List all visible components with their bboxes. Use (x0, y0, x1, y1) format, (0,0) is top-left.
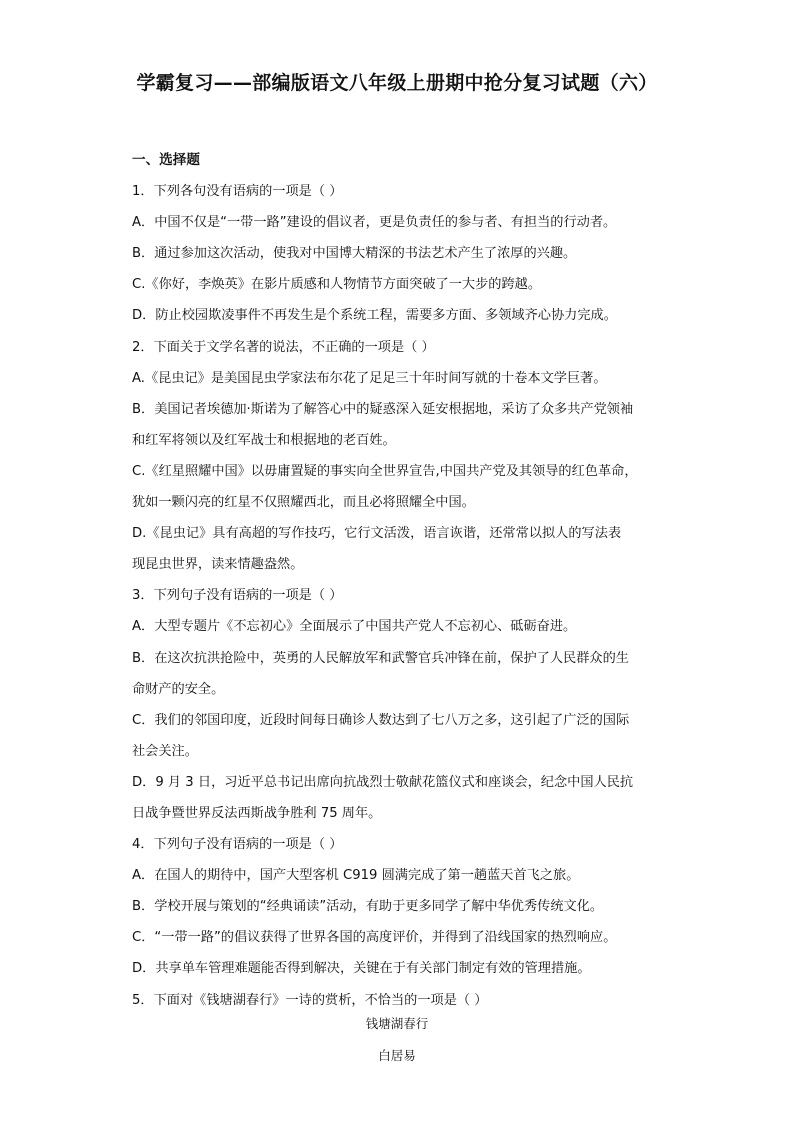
question-body (132, 145, 672, 1016)
question-2-stem: 2．下面关于文学名著的说法，不正确的一项是（ ） (132, 339, 435, 355)
option-line: 犹如一颗闪亮的红星不仅照耀西北，而且必将照耀全中国。 (132, 495, 475, 511)
option-line: 和红军将领以及红军战士和根据地的老百姓。 (132, 432, 396, 448)
option-line: C.《红星照耀中国》以毋庸置疑的事实向全世界宣告,中国共产党及其领导的红色革命， (132, 463, 638, 479)
option-line: D．9 月 3 日，习近平总书记出席向抗战烈士敬献花篮仪式和座谈会，纪念中国人民抗 (132, 774, 634, 790)
page-title: 学霸复习——部编版语文八年级上册期中抢分复习试题（六） (136, 72, 658, 94)
option-line: C.《你好，李焕英》在影片质感和人物情节方面突破了一大步的跨越。 (132, 277, 542, 293)
poem-title: 钱塘湖春行 (365, 1016, 429, 1031)
option-line: C．“一带一路”的倡议获得了世界各国的高度评价，并得到了沿线国家的热烈响应。 (132, 930, 617, 946)
option-line: 社会关注。 (132, 743, 198, 759)
option-line: B．美国记者埃德加·斯诺为了解答心中的疑惑深入延安根据地，采访了众多共产党领袖 (132, 401, 634, 417)
question-3-stem: 3．下列句子没有语病的一项是（ ） (132, 588, 343, 604)
poem-author: 白居易 (378, 1048, 416, 1063)
option-line: A．在国人的期待中，国产大型客机 C919 圆满完成了第一趟蓝天首飞之旅。 (132, 868, 580, 884)
option-line: A．大型专题片《不忘初心》全面展示了中国共产党人不忘初心、砥砺奋进。 (132, 619, 577, 635)
option-line: A．中国不仅是“一带一路”建设的倡议者，更是负责任的参与者、有担当的行动者。 (132, 215, 617, 231)
option-line: C．我们的邻国印度，近段时间每日确诊人数达到了七八万之多，这引起了广泛的国际 (132, 712, 630, 728)
option-line: 命财产的安全。 (132, 681, 225, 697)
question-5-stem: 5．下面对《钱塘湖春行》一诗的赏析，不恰当的一项是（ ） (132, 992, 488, 1008)
option-line: D．共享单车管理难题能否得到解决，关键在于有关部门制定有效的管理措施。 (132, 961, 591, 977)
section-heading: 一、选择题 (132, 152, 200, 168)
option-line: A.《昆虫记》是美国昆虫学家法布尔花了足足三十年时间写就的十卷本文学巨著。 (132, 370, 607, 386)
option-line: B．通过参加这次活动，使我对中国博大精深的书法艺术产生了浓厚的兴趣。 (132, 246, 577, 262)
option-line: B．学校开展与策划的“经典诵读”活动，有助于更多同学了解中华优秀传统文化。 (132, 899, 604, 915)
question-1-stem: 1．下列各句没有语病的一项是（ ） (132, 184, 343, 200)
option-line: 日战争暨世界反法西斯战争胜利 75 周年。 (132, 805, 382, 821)
option-line: D.《昆虫记》具有高超的写作技巧，它行文活泼，语言诙谐，还常常以拟人的写法表 (132, 526, 622, 542)
option-line: B．在这次抗洪抢险中，英勇的人民解放军和武警官兵冲锋在前，保护了人民群众的生 (132, 650, 629, 666)
question-4-stem: 4．下列句子没有语病的一项是（ ） (132, 837, 343, 853)
option-line: 现昆虫世界，读来情趣盎然。 (132, 557, 304, 573)
option-line: D．防止校园欺凌事件不再发生是个系统工程，需要多方面、多领域齐心协力完成。 (132, 308, 617, 324)
